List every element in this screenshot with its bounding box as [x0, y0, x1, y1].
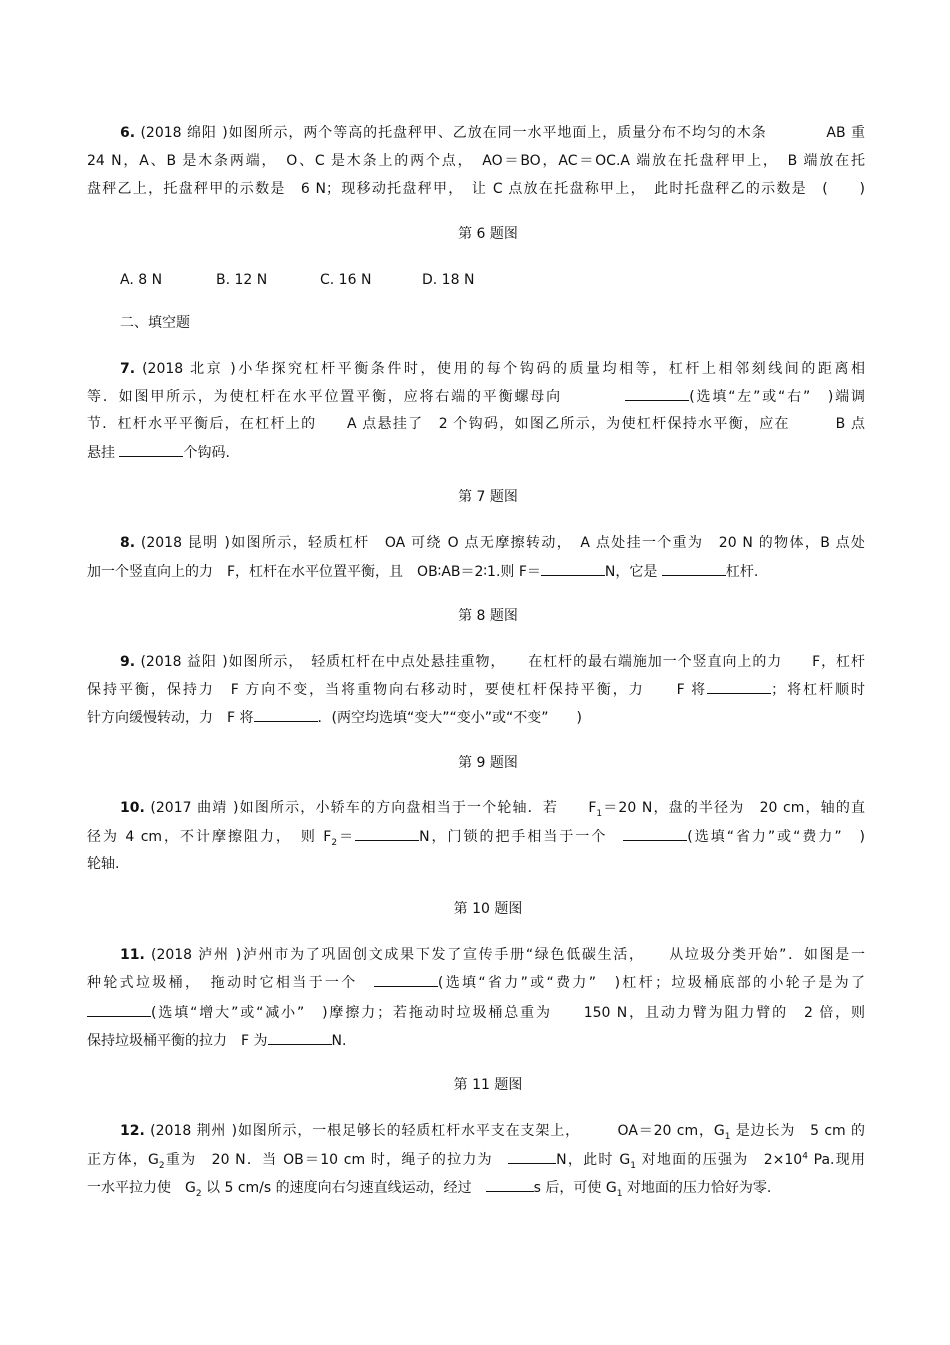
q11-blank-3[interactable] [268, 1030, 332, 1045]
q12-line-2: 正方体，$G_2$重为 20 N．当 OB＝10 cm 时，绳子的拉力为 N，此时 $G_1$ 对地面的压强为 $2\times 10^4$ Pa.现用 [87, 1149, 865, 1170]
q10-line-2: 径为 4 cm，不计摩擦阻力， 则 $F_2= N$，门锁的把手相当于一个 (选填“省力”或“费力” ) [87, 826, 865, 847]
q10-line-1: 10. (2017 曲靖 )如图所示，小轿车的方向盘相当于一个轮轴．若 $F_1=20$ N，盘的半径为 20 cm，轴的直 [120, 800, 865, 818]
q12-line-1: 12. (2018 荆州 )如图所示，一根足够长的轻质杠杆水平支在支架上， OA＝20 cm，$G_1$ 是边长为 5 cm 的 [120, 1123, 865, 1141]
q7-figure-caption: 第 7 题图 [458, 489, 518, 505]
q8-number: 8. [120, 535, 136, 551]
q6-number: 6. [120, 125, 136, 141]
q10-number: 10. [120, 800, 145, 816]
q10-blank-2[interactable] [623, 826, 687, 841]
section-heading-fill-in: 二、填空题 [120, 315, 190, 331]
q8-line-2: 加一个竖直向上的力 F，杠杆在水平位置平衡，且 OB∶AB＝2∶1.则 F＝ N，它是 杠杆. [87, 561, 865, 582]
q10-figure-caption: 第 10 题图 [453, 901, 523, 917]
q7-line-2: 等．如图甲所示，为使杠杆在水平位置平衡，应将右端的平衡螺母向 (选填“左”或“右” )端调 [87, 386, 865, 407]
q12-line-3: 一水平拉力使 $G_2$ 以 5 cm/s 的速度向右匀速直线运动，经过 s 后，可使 $G_1$ 对地面的压力恰好为零. [87, 1177, 865, 1198]
q7-blank-1[interactable] [625, 386, 689, 401]
q10-blank-1[interactable] [355, 826, 419, 841]
q6-figure-caption: 第 6 题图 [458, 226, 518, 242]
q7-number: 7. [120, 361, 136, 377]
q11-line-3: (选填“增大”或“减小” )摩擦力；若拖动时垃圾桶总重为 150 N，且动力臂为阻力臂的 2 倍，则 [87, 1002, 865, 1023]
q11-figure-caption: 第 11 题图 [453, 1077, 523, 1093]
q8-figure-caption: 第 8 题图 [458, 608, 518, 624]
q11-number: 11. [120, 947, 145, 963]
q7-blank-2[interactable] [119, 442, 183, 457]
q9-blank-2[interactable] [254, 707, 318, 722]
q7-line-3: 节．杠杆水平平衡后，在杠杆上的 A 点悬挂了 2 个钩码，如图乙所示，为使杠杆保持水平衡，应在 B 点 [87, 416, 865, 432]
q8-blank-1[interactable] [541, 561, 605, 576]
q6-line-3: 盘秤乙上，托盘秤甲的示数是 6 N；现移动托盘秤甲， 让 C 点放在托盘称甲上， 此时托盘秤乙的示数是 ( ) [87, 181, 865, 197]
q9-blank-1[interactable] [707, 679, 771, 694]
q12-blank-2[interactable] [486, 1177, 534, 1192]
q9-number: 9. [120, 654, 136, 670]
q6-choice-d: D. 18 N [422, 272, 475, 288]
q8-blank-2[interactable] [662, 561, 726, 576]
q6-line-1: 6. (2018 绵阳 )如图所示，两个等高的托盘秤甲、乙放在同一水平地面上，质量分布不均匀的木条 AB 重 [120, 125, 865, 141]
q6-choice-c: C. 16 N [320, 272, 372, 288]
q11-line-1: 11. (2018 泸州 )泸州市为了巩固创文成果下发了宣传手册“绿色低碳生活， 从垃圾分类开始”．如图是一 [120, 947, 865, 963]
q11-blank-2[interactable] [87, 1002, 151, 1017]
q10-line-3: 轮轴. [87, 856, 120, 872]
q9-line-2: 保持平衡，保持力 F 方向不变，当将重物向右移动时，要使杠杆保持平衡，力 F 将 ；将杠杆顺时 [87, 679, 865, 700]
q9-line-3: 针方向缓慢转动，力 F 将 ．(两空均选填“变大”“变小”或“不变” ) [87, 707, 865, 728]
q12-blank-1[interactable] [508, 1149, 556, 1164]
q9-figure-caption: 第 9 题图 [458, 755, 518, 771]
q6-choices [120, 270, 474, 290]
q12-number: 12. [120, 1123, 145, 1139]
q7-line-4: 悬挂 个钩码. [87, 442, 865, 463]
q11-blank-1[interactable] [374, 972, 438, 987]
q6-choice-b: B. 12 N [216, 272, 268, 288]
q8-line-1: 8. (2018 昆明 )如图所示，轻质杠杆 OA 可绕 O 点无摩擦转动， A 点处挂一个重为 20 N 的物体，B 点处 [120, 535, 865, 551]
q9-line-1: 9. (2018 益阳 )如图所示， 轻质杠杆在中点处悬挂重物， 在杠杆的最右端施加一个竖直向上的力 F，杠杆 [120, 654, 865, 670]
q11-line-4: 保持垃圾桶平衡的拉力 F 为 N. [87, 1030, 865, 1051]
q7-line-1: 7. (2018 北京 )小华探究杠杆平衡条件时，使用的每个钩码的质量均相等，杠杆上相邻刻线间的距离相 [120, 361, 865, 377]
q11-line-2: 种轮式垃圾桶， 拖动时它相当于一个 (选填“省力”或“费力” )杠杆；垃圾桶底部的小轮子是为了 [87, 972, 865, 993]
q6-choice-a: A. 8 N [120, 272, 163, 288]
q6-line-2: 24 N，A、B 是木条两端， O、C 是木条上的两个点， AO＝BO，AC＝OC.A 端放在托盘秤甲上， B 端放在托 [87, 153, 865, 169]
